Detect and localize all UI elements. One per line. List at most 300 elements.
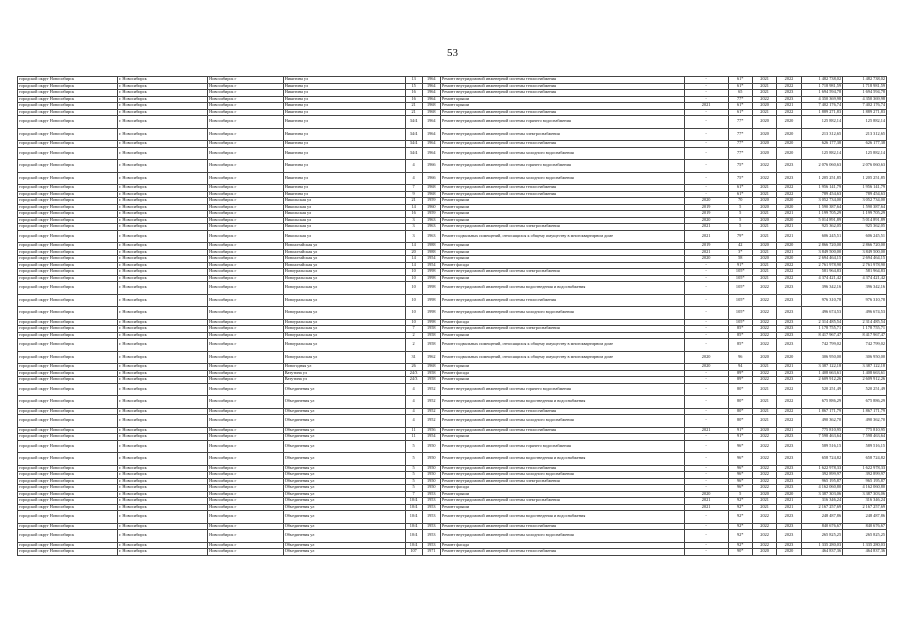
settlement-cell: г. Новосибирск (117, 377, 207, 384)
year-cell: 1953 (422, 491, 440, 498)
cost-cell: 392 899,97 (801, 472, 842, 479)
settlement-cell: г. Новосибирск (117, 326, 207, 333)
plan-year-cell: - (684, 282, 728, 295)
city-cell: Новосибирск г (208, 383, 284, 396)
house-cell: 4 (405, 383, 422, 396)
from-year-cell: 2022 (752, 326, 776, 333)
district-cell: городской округ Новосибирск (18, 339, 118, 352)
city-cell: Новосибирск г (208, 198, 284, 205)
plan-year-cell: - (684, 549, 728, 556)
year-cell: 1959 (422, 198, 440, 205)
district-cell: городской округ Новосибирск (18, 243, 118, 250)
plan-year-cell: - (684, 434, 728, 441)
plan-year-cell: - (684, 339, 728, 352)
district-cell: городской округ Новосибирск (18, 523, 118, 530)
settlement-cell: г. Новосибирск (117, 103, 207, 110)
district-cell: городской округ Новосибирск (18, 96, 118, 103)
district-cell: городской округ Новосибирск (18, 103, 118, 110)
table-row (18, 147, 887, 160)
program-cell: 96* (728, 478, 752, 485)
settlement-cell: г. Новосибирск (117, 440, 207, 453)
city-cell: Новосибирск г (208, 478, 284, 485)
plan-year-cell: - (684, 370, 728, 377)
city-cell: Новосибирск г (208, 491, 284, 498)
to-year-cell: 2022 (777, 275, 801, 282)
district-cell: городской округ Новосибирск (18, 172, 118, 185)
cost-total-cell: 2 167 257,69 (843, 504, 887, 511)
year-cell: 1952 (422, 396, 440, 409)
year-cell: 1950 (422, 478, 440, 485)
cost-total-cell: 464 837,36 (843, 549, 887, 556)
district-cell: городской округ Новосибирск (18, 549, 118, 556)
city-cell: Новосибирск г (208, 172, 284, 185)
year-cell: 1953 (422, 530, 440, 543)
street-cell: Никитина ул (283, 160, 405, 173)
cost-cell: 1 199 705,29 (801, 211, 842, 218)
district-cell: городской округ Новосибирск (18, 211, 118, 218)
city-cell: Новосибирск г (208, 307, 284, 320)
city-cell: Новосибирск г (208, 542, 284, 549)
cost-total-cell: 1 867 171,79 (843, 408, 887, 415)
program-cell: 61* (728, 109, 752, 116)
from-year-cell: 2021 (752, 185, 776, 192)
plan-year-cell: - (684, 128, 728, 141)
plan-year-cell: 2020 (684, 351, 728, 364)
year-cell: 1950 (422, 453, 440, 466)
from-year-cell: 2021 (752, 90, 776, 97)
to-year-cell: 2021 (777, 364, 801, 371)
cost-cell: 125 882,14 (801, 116, 842, 129)
city-cell: Новосибирск г (208, 103, 284, 110)
work-type-cell: Ремонт крыши (440, 434, 684, 441)
year-cell: 1953 (422, 511, 440, 524)
cost-cell: 8 417 967,47 (801, 332, 842, 339)
cost-total-cell: 3 849 500,00 (843, 249, 887, 256)
house-cell: 5 (405, 465, 422, 472)
house-cell: 5 (405, 453, 422, 466)
plan-year-cell: - (684, 377, 728, 384)
cost-total-cell: 5 014 891,89 (843, 217, 887, 224)
plan-year-cell: 2021 (684, 224, 728, 231)
district-cell: городской округ Новосибирск (18, 478, 118, 485)
year-cell: 1998 (422, 307, 440, 320)
plan-year-cell: - (684, 319, 728, 326)
street-cell: Никитина ул (283, 172, 405, 185)
table-row (18, 307, 887, 320)
settlement-cell: г. Новосибирск (117, 109, 207, 116)
cost-total-cell: 1 199 705,29 (843, 211, 887, 218)
work-type-cell: Ремонт внутридомовой инженерной системы холодного водоснабжения (440, 147, 684, 160)
cost-cell: 496 674,53 (801, 307, 842, 320)
settlement-cell: г. Новосибирск (117, 383, 207, 396)
street-cell: Объединения ул (283, 478, 405, 485)
cost-cell: 125 882,14 (801, 147, 842, 160)
settlement-cell: г. Новосибирск (117, 453, 207, 466)
street-cell: Никольская ул (283, 204, 405, 211)
from-year-cell: 2020 (752, 491, 776, 498)
from-year-cell: 2022 (752, 530, 776, 543)
cost-total-cell: 316 346,24 (843, 498, 887, 505)
district-cell: городской округ Новосибирск (18, 160, 118, 173)
program-cell: 5 (728, 204, 752, 211)
cost-cell: 1 408 663,61 (801, 370, 842, 377)
street-cell: Объединения ул (283, 472, 405, 479)
work-type-cell: Ремонт крыши (440, 217, 684, 224)
cost-total-cell: 675 886,29 (843, 396, 887, 409)
to-year-cell: 2022 (777, 262, 801, 269)
cost-total-cell: 3 052 734,00 (843, 198, 887, 205)
house-cell: 10/4 (405, 504, 422, 511)
house-cell: 10/4 (405, 498, 422, 505)
program-cell: 61* (728, 185, 752, 192)
plan-year-cell: - (684, 160, 728, 173)
house-cell: 14 (405, 243, 422, 250)
to-year-cell: 2022 (777, 396, 801, 409)
table-row (18, 415, 887, 428)
plan-year-cell: - (684, 440, 728, 453)
program-cell: 91* (728, 434, 752, 441)
cost-total-cell: 1 694 594,78 (843, 90, 887, 97)
from-year-cell: 2021 (752, 224, 776, 231)
city-cell: Новосибирск г (208, 332, 284, 339)
city-cell: Новосибирск г (208, 498, 284, 505)
cost-total-cell: 213 312,65 (843, 128, 887, 141)
program-cell: 70 (728, 198, 752, 205)
street-cell: Объединения ул (283, 511, 405, 524)
settlement-cell: г. Новосибирск (117, 530, 207, 543)
cost-cell: 626 177,38 (801, 141, 842, 148)
settlement-cell: г. Новосибирск (117, 249, 207, 256)
plan-year-cell: - (684, 191, 728, 198)
program-cell: 77* (728, 128, 752, 141)
street-cell: Объединения ул (283, 549, 405, 556)
street-cell: Объединения ул (283, 415, 405, 428)
settlement-cell: г. Новосибирск (117, 211, 207, 218)
cost-cell: 1 867 171,79 (801, 408, 842, 415)
house-cell: 3 (405, 217, 422, 224)
from-year-cell: 2021 (752, 83, 776, 90)
street-cell: Объединения ул (283, 465, 405, 472)
work-type-cell: Ремонт внутридомовой инженерной системы электроснабжения (440, 128, 684, 141)
from-year-cell: 2022 (752, 282, 776, 295)
settlement-cell: г. Новосибирск (117, 478, 207, 485)
to-year-cell: 2023 (777, 326, 801, 333)
from-year-cell: 2021 (752, 77, 776, 84)
district-cell: городской округ Новосибирск (18, 415, 118, 428)
work-type-cell: Ремонт внутридомовой инженерной системы теплоснабжения (440, 427, 684, 434)
from-year-cell: 2022 (752, 96, 776, 103)
house-cell: 107 (405, 549, 422, 556)
table-row (18, 294, 887, 307)
cost-cell: 675 886,29 (801, 396, 842, 409)
from-year-cell: 2020 (752, 198, 776, 205)
to-year-cell: 2023 (777, 523, 801, 530)
program-cell: 105* (728, 282, 752, 295)
cost-total-cell: 2 761 978,90 (843, 262, 887, 269)
city-cell: Новосибирск г (208, 530, 284, 543)
work-type-cell: Ремонт крыши (440, 275, 684, 282)
settlement-cell: г. Новосибирск (117, 90, 207, 97)
settlement-cell: г. Новосибирск (117, 498, 207, 505)
year-cell: 1963 (422, 217, 440, 224)
settlement-cell: г. Новосибирск (117, 472, 207, 479)
city-cell: Новосибирск г (208, 396, 284, 409)
house-cell: 21 (405, 103, 422, 110)
district-cell: городской округ Новосибирск (18, 408, 118, 415)
to-year-cell: 2023 (777, 434, 801, 441)
table-row (18, 339, 887, 352)
settlement-cell: г. Новосибирск (117, 116, 207, 129)
street-cell: Объединения ул (283, 440, 405, 453)
program-cell: 80* (728, 383, 752, 396)
plan-year-cell: - (684, 523, 728, 530)
house-cell: 14 (405, 256, 422, 263)
city-cell: Новосибирск г (208, 485, 284, 492)
house-cell: 9 (405, 191, 422, 198)
work-type-cell: Ремонт подвальных помещений, относящихся к общему имуществу в многоквартирном доме (440, 351, 684, 364)
district-cell: городской округ Новосибирск (18, 83, 118, 90)
district-cell: городской округ Новосибирск (18, 364, 118, 371)
plan-year-cell: - (684, 415, 728, 428)
cost-cell: 2 609 912,26 (801, 377, 842, 384)
settlement-cell: г. Новосибирск (117, 523, 207, 530)
work-type-cell: Ремонт внутридомовой инженерной системы теплоснабжения (440, 523, 684, 530)
year-cell: 1950 (422, 440, 440, 453)
from-year-cell: 2020 (752, 128, 776, 141)
plan-year-cell: - (684, 185, 728, 192)
district-cell: городской округ Новосибирск (18, 504, 118, 511)
street-cell: Никольская ул (283, 224, 405, 231)
district-cell: городской округ Новосибирск (18, 147, 118, 160)
to-year-cell: 2022 (777, 191, 801, 198)
settlement-cell: г. Новосибирск (117, 230, 207, 243)
district-cell: городской округ Новосибирск (18, 217, 118, 224)
district-cell: городской округ Новосибирск (18, 332, 118, 339)
house-cell: 16 (405, 96, 422, 103)
cost-cell: 248 487,86 (801, 511, 842, 524)
work-type-cell: Ремонт подвальных помещений, относящихся к общему имуществу в многоквартирном доме (440, 339, 684, 352)
street-cell: Новоуральская ул (283, 269, 405, 276)
program-cell: 61* (728, 103, 752, 110)
cost-total-cell: 3 387 122,18 (843, 364, 887, 371)
to-year-cell: 2020 (777, 217, 801, 224)
city-cell: Новосибирск г (208, 230, 284, 243)
house-cell: 10 (405, 294, 422, 307)
year-cell: 1968 (422, 109, 440, 116)
program-cell: 5 (728, 217, 752, 224)
from-year-cell: 2020 (752, 147, 776, 160)
city-cell: Новосибирск г (208, 453, 284, 466)
city-cell: Новосибирск г (208, 434, 284, 441)
program-cell: 80* (728, 408, 752, 415)
work-type-cell: Ремонт крыши (440, 332, 684, 339)
work-type-cell: Ремонт внутридомовой инженерной системы электроснабжения (440, 326, 684, 333)
program-cell: 105* (728, 275, 752, 282)
street-cell: Объединения ул (283, 523, 405, 530)
plan-year-cell: - (684, 116, 728, 129)
table-row (18, 230, 887, 243)
cost-cell: 265 825,25 (801, 530, 842, 543)
district-cell: городской округ Новосибирск (18, 141, 118, 148)
house-cell: 5 (405, 440, 422, 453)
house-cell: 11 (405, 434, 422, 441)
from-year-cell: 2022 (752, 440, 776, 453)
settlement-cell: г. Новосибирск (117, 96, 207, 103)
district-cell: городской округ Новосибирск (18, 109, 118, 116)
to-year-cell: 2023 (777, 377, 801, 384)
house-cell: 4 (405, 408, 422, 415)
cost-total-cell: 1 205 251,85 (843, 172, 887, 185)
cost-total-cell: 496 674,53 (843, 307, 887, 320)
house-cell: 16 (405, 211, 422, 218)
table-row (18, 549, 887, 556)
work-type-cell: Ремонт фасада (440, 262, 684, 269)
city-cell: Новосибирск г (208, 262, 284, 269)
plan-year-cell: - (684, 294, 728, 307)
city-cell: Новосибирск г (208, 364, 284, 371)
to-year-cell: 2020 (777, 256, 801, 263)
cost-cell: 789 454,63 (801, 191, 842, 198)
city-cell: Новосибирск г (208, 465, 284, 472)
work-type-cell: Ремонт внутридомовой инженерной системы холодного водоснабжения (440, 472, 684, 479)
work-type-cell: Ремонт крыши (440, 377, 684, 384)
to-year-cell: 2020 (777, 204, 801, 211)
to-year-cell: 2020 (777, 549, 801, 556)
plan-year-cell: 2021 (684, 103, 728, 110)
cost-cell: 2 694 464,15 (801, 256, 842, 263)
plan-year-cell: - (684, 109, 728, 116)
district-cell: городской округ Новосибирск (18, 440, 118, 453)
table-row (18, 453, 887, 466)
district-cell: городской округ Новосибирск (18, 256, 118, 263)
year-cell: 1988 (422, 243, 440, 250)
work-type-cell: Ремонт фасада (440, 542, 684, 549)
plan-year-cell: - (684, 472, 728, 479)
house-cell: 14 (405, 262, 422, 269)
district-cell: городской округ Новосибирск (18, 204, 118, 211)
plan-year-cell: 2021 (684, 427, 728, 434)
cost-cell: 2 076 060,63 (801, 160, 842, 173)
district-cell: городской округ Новосибирск (18, 396, 118, 409)
cost-cell: 1 694 594,78 (801, 90, 842, 97)
street-cell: Никитина ул (283, 191, 405, 198)
year-cell: 1988 (422, 249, 440, 256)
house-cell: 11 (405, 427, 422, 434)
house-cell: 4 (405, 160, 422, 173)
to-year-cell: 2022 (777, 415, 801, 428)
house-cell: 24/3 (405, 377, 422, 384)
work-type-cell: Ремонт внутридомовой инженерной системы теплоснабжения (440, 77, 684, 84)
program-cell: 92* (728, 504, 752, 511)
house-cell: 31 (405, 351, 422, 364)
cost-cell: 1 482 738,02 (801, 77, 842, 84)
to-year-cell: 2021 (777, 504, 801, 511)
year-cell: 1971 (422, 549, 440, 556)
program-cell: 105* (728, 319, 752, 326)
year-cell: 1998 (422, 294, 440, 307)
cost-total-cell: 2 694 464,15 (843, 256, 887, 263)
plan-year-cell: 2020 (684, 256, 728, 263)
program-cell: 61* (728, 83, 752, 90)
program-cell: 85* (728, 339, 752, 352)
city-cell: Новосибирск г (208, 440, 284, 453)
work-type-cell: Ремонт крыши (440, 256, 684, 263)
program-cell: 61* (728, 77, 752, 84)
plan-year-cell: - (684, 90, 728, 97)
year-cell: 1958 (422, 339, 440, 352)
program-cell: 90* (728, 549, 752, 556)
city-cell: Новосибирск г (208, 185, 284, 192)
program-cell: 92* (728, 523, 752, 530)
city-cell: Новосибирск г (208, 243, 284, 250)
cost-total-cell: 789 454,63 (843, 191, 887, 198)
plan-year-cell: - (684, 326, 728, 333)
year-cell: 1964 (422, 128, 440, 141)
district-cell: городской округ Новосибирск (18, 427, 118, 434)
cost-cell: 658 724,82 (801, 453, 842, 466)
settlement-cell: г. Новосибирск (117, 307, 207, 320)
cost-cell: 2 167 257,69 (801, 504, 842, 511)
cost-total-cell: 1 956 141,79 (843, 185, 887, 192)
to-year-cell: 2023 (777, 90, 801, 97)
cost-cell: 581 964,83 (801, 269, 842, 276)
program-cell: 96* (728, 440, 752, 453)
street-cell: Новогодняя ул (283, 364, 405, 371)
from-year-cell: 2022 (752, 294, 776, 307)
to-year-cell: 2022 (777, 83, 801, 90)
street-cell: Объединения ул (283, 396, 405, 409)
cost-total-cell: 1 622 978,33 (843, 465, 887, 472)
cost-cell: 5 014 891,89 (801, 217, 842, 224)
program-cell: 91* (728, 262, 752, 269)
to-year-cell: 2023 (777, 172, 801, 185)
house-cell: 21 (405, 109, 422, 116)
city-cell: Новосибирск г (208, 275, 284, 282)
work-type-cell: Ремонт внутридомовой инженерной системы теплоснабжения (440, 191, 684, 198)
street-cell: Ватутина ул (283, 370, 405, 377)
program-cell: 96* (728, 472, 752, 479)
work-type-cell: Ремонт фасада (440, 319, 684, 326)
cost-cell: 2 314 485,54 (801, 319, 842, 326)
house-cell: 10 (405, 307, 422, 320)
plan-year-cell: 2020 (684, 364, 728, 371)
house-cell: 10/4 (405, 511, 422, 524)
cost-total-cell: 581 964,83 (843, 269, 887, 276)
house-cell: 10/4 (405, 542, 422, 549)
table-row (18, 172, 887, 185)
work-type-cell: Ремонт внутридомовой инженерной системы электроснабжения (440, 498, 684, 505)
house-cell: 4 (405, 172, 422, 185)
plan-year-cell: 2020 (684, 198, 728, 205)
street-cell: Новоуральская ул (283, 319, 405, 326)
from-year-cell: 2020 (752, 243, 776, 250)
settlement-cell: г. Новосибирск (117, 275, 207, 282)
work-type-cell: Ремонт внутридомовой инженерной системы теплоснабжения (440, 90, 684, 97)
program-cell: 92* (728, 498, 752, 505)
from-year-cell: 2021 (752, 364, 776, 371)
from-year-cell: 2021 (752, 408, 776, 415)
house-cell: 20 (405, 249, 422, 256)
city-cell: Новосибирск г (208, 160, 284, 173)
street-cell: Объединения ул (283, 498, 405, 505)
to-year-cell: 2023 (777, 440, 801, 453)
year-cell: 1958 (422, 370, 440, 377)
plan-year-cell: - (684, 485, 728, 492)
plan-year-cell: - (684, 262, 728, 269)
cost-cell: 775 810,95 (801, 427, 842, 434)
from-year-cell: 2020 (752, 141, 776, 148)
street-cell: Объединения ул (283, 453, 405, 466)
